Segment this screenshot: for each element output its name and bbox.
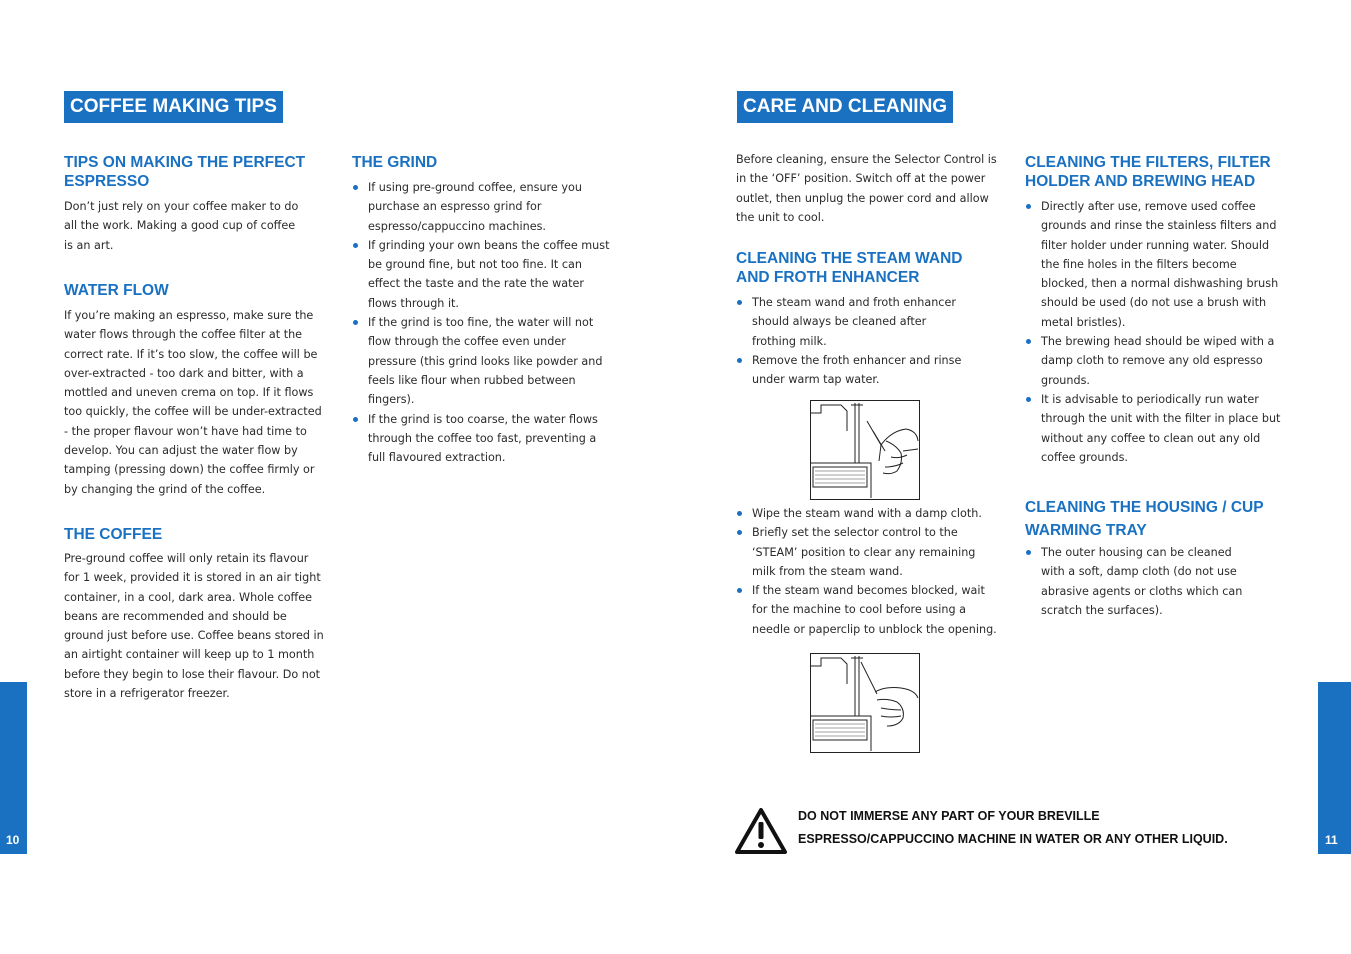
illustration-unblock-steam-wand (810, 653, 920, 753)
text-tips-perfect-espresso: Don’t just rely on your coffee maker to do all the work. Making a good cup of coffee is an art. (64, 200, 299, 252)
list-cleaning-filters (1025, 197, 1287, 467)
list-the-grind (352, 178, 614, 467)
list-cleaning-housing (1025, 543, 1257, 620)
list-item: The steam wand and froth enhancer should always be cleaned after frothing milk. (736, 293, 968, 351)
needle-figure-icon (811, 654, 919, 752)
page-number: 10 (6, 833, 20, 847)
heading-cleaning-filters: CLEANING THE FILTERS, FILTER HOLDER AND BREWING HEAD (1025, 154, 1271, 190)
list-item: If grinding your own beans the coffee must be ground fine, but not too fine. It can effect the taste and the rate the water flows through it. (352, 236, 614, 313)
section-banner-care-and-cleaning: CARE AND CLEANING (737, 91, 953, 123)
heading-water-flow: WATER FLOW (64, 282, 169, 299)
list-item: Briefly set the selector control to the ‘STEAM’ position to clear any remaining milk from the steam wand. (736, 523, 998, 581)
list-item: If the grind is too coarse, the water flows through the coffee too fast, preventing a full flavoured extraction. (352, 410, 614, 468)
page-number-tab-right (1318, 682, 1351, 854)
text-the-coffee: Pre-ground coffee will only retain its flavour for 1 week, provided it is stored in an air tight container, in a cool, dark area. Whole coffee beans are recommended and should be ground just before use. Coffee beans stored in an airtight container will keep up to 1 month before they begin to lose their flavour. Do not store in a refrigerator freezer. (64, 552, 324, 701)
list-steam-wand-a (736, 293, 968, 389)
illustration-remove-froth-enhancer (810, 400, 920, 500)
steam-wand-figure-icon (811, 401, 919, 499)
warning-triangle-icon (735, 808, 787, 854)
list-item: If the grind is too fine, the water will not flow through the coffee even under pressure (this grind looks like powder and feels like flour when rubbed between fingers). (352, 313, 614, 409)
list-item: The outer housing can be cleaned with a soft, damp cloth (do not use abrasive agents or cloths which can scratch the surfaces). (1025, 543, 1257, 620)
heading-the-coffee: THE COFFEE (64, 526, 163, 543)
warning-text (798, 805, 1298, 851)
page-number-tab-left (0, 682, 27, 854)
heading-cleaning-housing: CLEANING THE HOUSING / CUP WARMING TRAY (1025, 499, 1264, 539)
page-number: 11 (1325, 833, 1338, 847)
heading-the-grind: THE GRIND (352, 154, 438, 171)
list-item: Wipe the steam wand with a damp cloth. (736, 504, 998, 523)
list-item: If the steam wand becomes blocked, wait for the machine to cool before using a needle or paperclip to unblock the opening. (736, 581, 998, 639)
list-item: Directly after use, remove used coffee grounds and rinse the stainless filters and filter holder under running water. Should the fine holes in the filters become blocked, then a normal dishwashing brush should be used (do not use a brush with metal bristles). (1025, 197, 1287, 332)
section-banner-coffee-making-tips: COFFEE MAKING TIPS (64, 91, 283, 123)
warning-line-2: ESPRESSO/CAPPUCCINO MACHINE IN WATER OR ANY OTHER LIQUID. (798, 832, 1228, 846)
list-item: The brewing head should be wiped with a damp cloth to remove any old espresso grounds. (1025, 332, 1287, 390)
list-item: If using pre-ground coffee, ensure you purchase an espresso grind for espresso/cappuccino machines. (352, 178, 614, 236)
list-steam-wand-b (736, 504, 998, 639)
heading-steam-wand: CLEANING THE STEAM WAND AND FROTH ENHANCER (736, 250, 963, 286)
text-cleaning-intro: Before cleaning, ensure the Selector Control is in the ‘OFF’ position. Switch off at the power outlet, then unplug the power cord and allow the unit to cool. (736, 153, 997, 224)
warning-line-1: DO NOT IMMERSE ANY PART OF YOUR BREVILLE (798, 809, 1100, 823)
heading-tips-perfect-espresso: TIPS ON MAKING THE PERFECT ESPRESSO (64, 154, 306, 190)
list-item: It is advisable to periodically run water through the unit with the filter in place but without any coffee to clean out any old coffee grounds. (1025, 390, 1287, 467)
list-item: Remove the froth enhancer and rinse under warm tap water. (736, 351, 968, 390)
text-water-flow: If you’re making an espresso, make sure the water flows through the coffee filter at the correct rate. If it’s too slow, the coffee will be over-extracted - too dark and bitter, with a mottled and uneven crema on top. If it flows too quickly, the coffee will be under-extracted - the proper flavour won’t have had time to develop. You can adjust the water flow by tamping (pressing down) the coffee firmly or by changing the grind of the coffee. (64, 309, 322, 496)
